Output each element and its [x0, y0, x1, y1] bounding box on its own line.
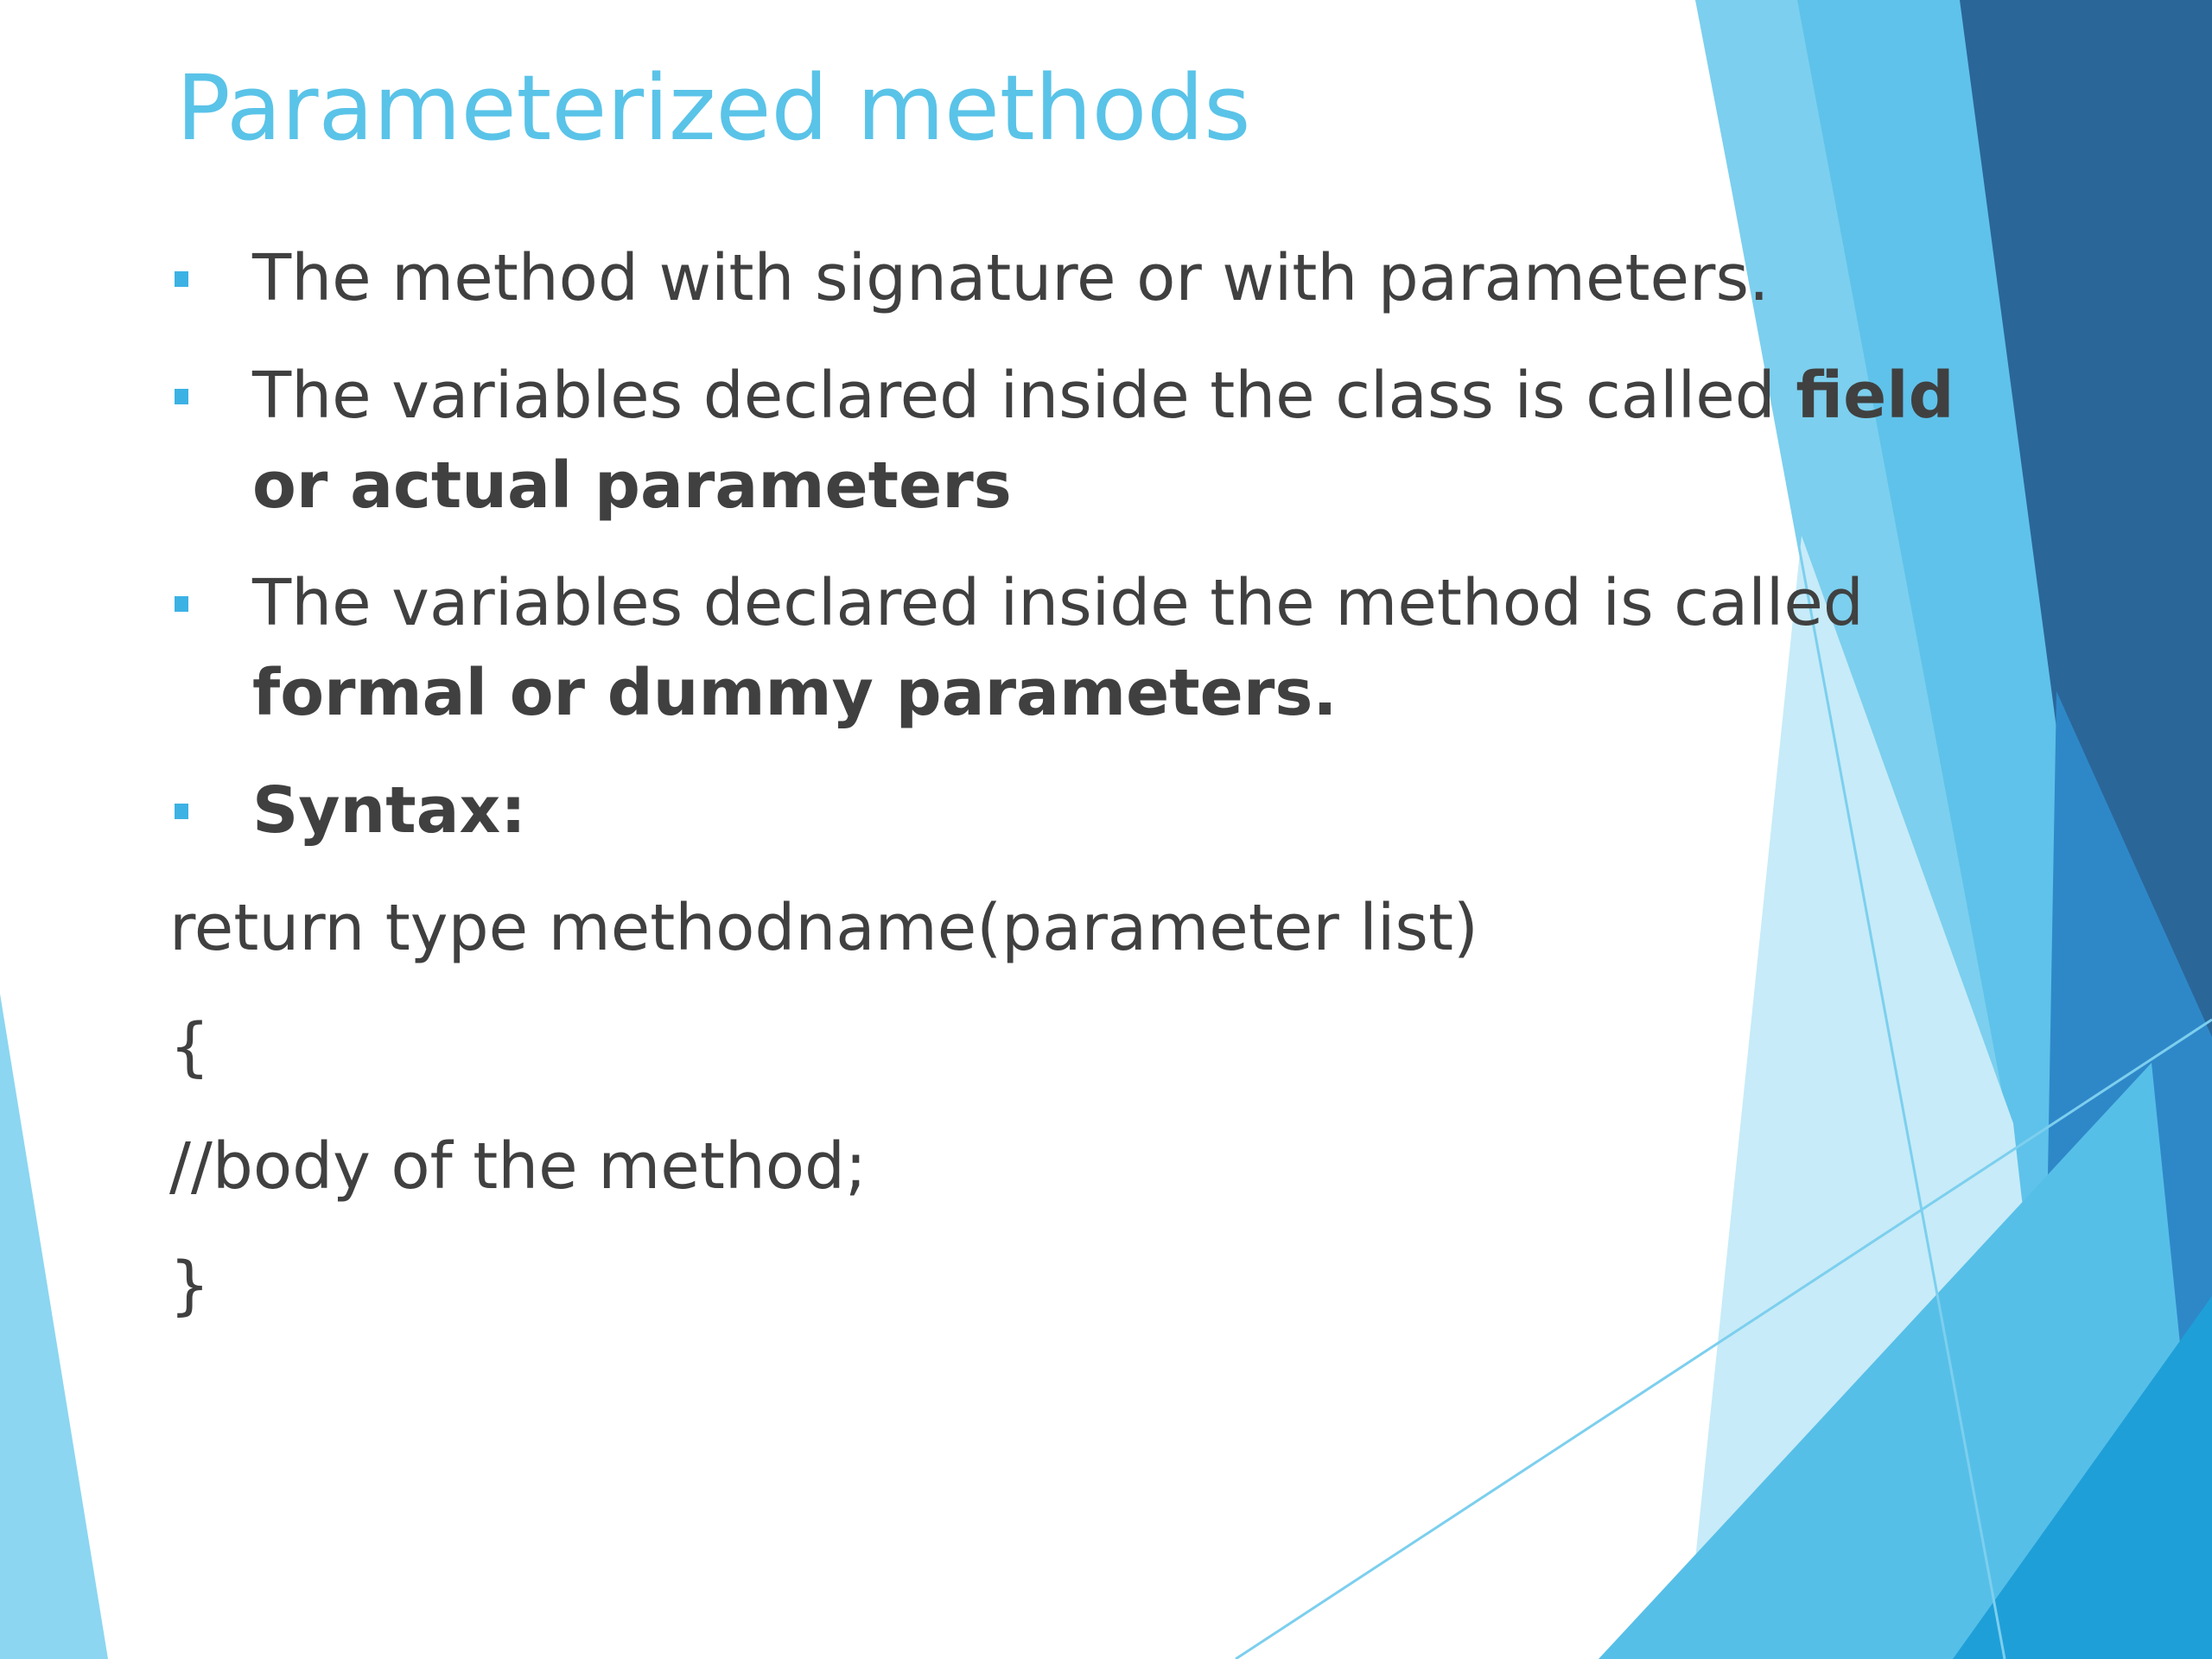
bullet-text: The method with signature or with parameters.	[252, 241, 1770, 315]
square-bullet-icon	[175, 804, 188, 819]
bullet-bold-text: formal or dummy parameters.	[252, 656, 1338, 730]
bullet-bold-text: field or actual parameters	[252, 359, 1955, 523]
bullet-list	[169, 233, 2027, 855]
bullet-text: The variables declared inside the method is called	[252, 566, 1864, 640]
slide-content	[169, 233, 2027, 1360]
slide-title: Parameterized methods	[176, 55, 1251, 161]
left-edge-shape	[0, 994, 108, 1659]
syntax-block	[169, 883, 2027, 1331]
bullet-item	[169, 558, 2027, 738]
syntax-line-body: //body of the method;	[169, 1129, 867, 1204]
bullet-text: The variables declared inside the class is called	[252, 359, 1796, 433]
bullet-bold-text: Syntax:	[252, 773, 526, 848]
square-bullet-icon	[175, 271, 188, 287]
syntax-line-close-brace: }	[169, 1249, 211, 1323]
bullet-item	[169, 766, 2027, 855]
square-bullet-icon	[175, 596, 188, 612]
syntax-line-signature: return type methodname(parameter list)	[169, 891, 1478, 965]
square-bullet-icon	[175, 389, 188, 404]
syntax-line-open-brace: {	[169, 1010, 211, 1084]
bullet-item	[169, 233, 2027, 323]
bullet-item	[169, 351, 2027, 531]
